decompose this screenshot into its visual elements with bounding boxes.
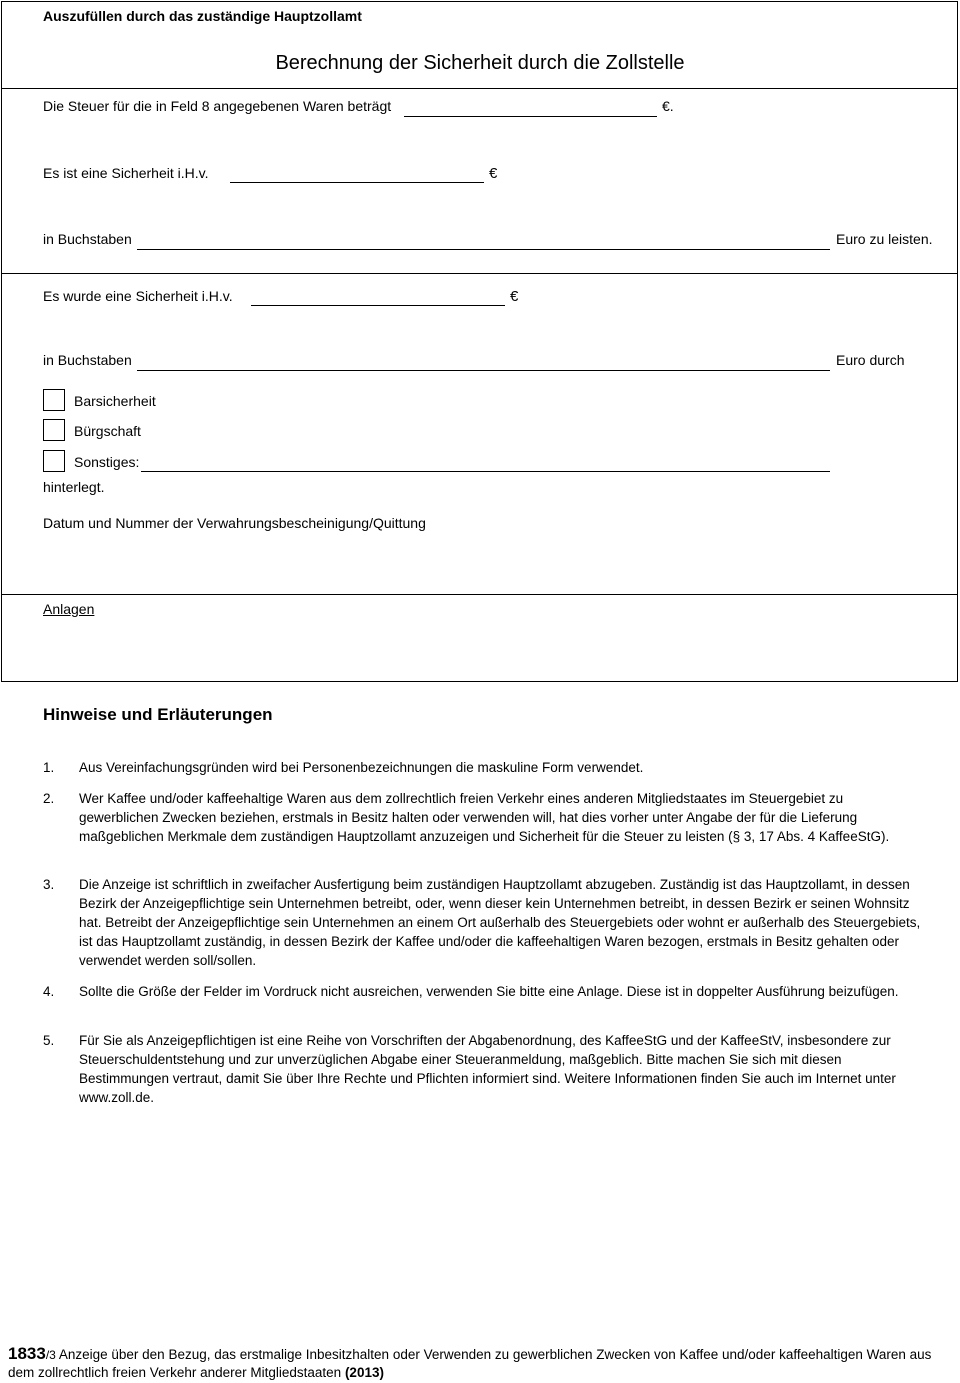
note-number: 4.	[43, 984, 55, 999]
checkbox-buergschaft[interactable]	[43, 419, 65, 441]
authority-note: Auszufüllen durch das zuständige Hauptzollamt	[43, 8, 362, 24]
euro-sign-1: €	[489, 165, 498, 182]
euro-sign-2: €	[510, 288, 519, 305]
note-text: Wer Kaffee und/oder kaffeehaltige Waren aus dem zollrechtlich freien Verkehr eines anderen Mitgliedstaates im Steuergebiet zu gewerblichen Zwecken beziehen, erstmals in Besitz halten oder verwenden will, hat dies vorher unter Angabe der für die Lieferung maßgeblichen Merkmale dem zuständigen Hauptzollamt anzuzeigen und Sicherheit für die Steuer zu leisten (§ 3, 17 Abs. 4 KaffeeStG).	[79, 791, 890, 844]
page-title: Berechnung der Sicherheit durch die Zollstelle	[275, 52, 685, 74]
attachments-frame	[1, 594, 958, 682]
tax-amount-field[interactable]	[404, 116, 657, 117]
sonstiges-field[interactable]	[141, 471, 830, 472]
security-amount-field[interactable]	[230, 182, 484, 183]
note-item	[43, 758, 923, 777]
receipt-label: Datum und Nummer der Verwahrungsbescheinigung/Quittung	[43, 515, 426, 531]
form-number: 1833	[8, 1344, 46, 1363]
tax-amount-suffix: €.	[662, 98, 674, 114]
note-item	[43, 875, 923, 970]
attachments-label: Anlagen	[43, 601, 95, 617]
checkbox-barsicherheit[interactable]	[43, 389, 65, 411]
security-paid-field[interactable]	[251, 305, 505, 306]
note-number: 2.	[43, 791, 55, 806]
note-text: Sollte die Größe der Felder im Vordruck nicht ausreichen, verwenden Sie bitte eine Anlage. Diese ist in doppelter Ausführung beizufügen.	[79, 984, 899, 999]
form-year: (2013)	[344, 1365, 384, 1380]
checkbox-sonstiges[interactable]	[43, 450, 65, 472]
note-text: Die Anzeige ist schriftlich in zweifacher Ausfertigung beim zuständigen Hauptzollamt abzugeben. Zuständig ist das Hauptzollamt, in dessen Bezirk der Anzeigepflichtige sein Unternehmen betreibt, oder, wenn dieser kein Unternehmen betreibt, in dessen Bezirk er seinen Wohnsitz hat. Betreibt der Anzeigepflichtige sein Unternehmen an einem Ort außerhalb des Steuergebiets oder wohnt er außerhalb des Steuergebiets, ist das Hauptzollamt zuständig, in dessen Bezirk der Kaffee und/oder die kaffeehaltigen Waren bezogen, erstmals in Besitz gehalten oder verwendet werden soll/sollen.	[79, 877, 921, 968]
option-label-sonstiges: Sonstiges:	[74, 454, 140, 470]
notes-heading: Hinweise und Erläuterungen	[43, 705, 273, 724]
security-paid-label: Es wurde eine Sicherheit i.H.v.	[43, 288, 233, 304]
in-letters-label-2: in Buchstaben	[43, 352, 132, 368]
in-letters-label-1: in Buchstaben	[43, 231, 132, 247]
tax-amount-label: Die Steuer für die in Feld 8 angegebenen Waren beträgt	[43, 98, 392, 114]
note-item	[43, 1031, 923, 1107]
deposit-frame	[1, 273, 958, 595]
note-number: 1.	[43, 760, 55, 775]
euro-to-provide-label: Euro zu leisten.	[836, 231, 933, 247]
security-amount-label: Es ist eine Sicherheit i.H.v.	[43, 165, 209, 181]
form-page: /3	[45, 1348, 56, 1362]
note-number: 3.	[43, 877, 55, 892]
note-item	[43, 789, 923, 846]
note-item	[43, 982, 923, 1001]
note-number: 5.	[43, 1033, 55, 1048]
option-label-buergschaft: Bürgschaft	[74, 423, 141, 439]
amount-in-letters-field-2[interactable]	[137, 370, 830, 371]
form-description: Anzeige über den Bezug, das erstmalige Inbesitzhalten oder Verwenden zu gewerblichen Zwecken von Kaffee und/oder kaffeehaltigen Waren aus dem zollrechtlich freien Verkehr anderer Mitgliedstaaten	[8, 1347, 932, 1380]
euro-by-label: Euro durch	[836, 352, 905, 368]
note-text: Aus Vereinfachungsgründen wird bei Personenbezeichnungen die maskuline Form verwendet.	[79, 760, 644, 775]
footer	[8, 1345, 953, 1382]
option-label-barsicherheit: Barsicherheit	[74, 393, 156, 409]
note-text: Für Sie als Anzeigepflichtigen ist eine Reihe von Vorschriften der Abgabenordnung, des KaffeeStG und der KaffeeStV, insbesondere zur Steuerschuldentstehung und zur unverzüglichen Abgabe einer Steueranmeldung, maßgeblich. Bitte machen Sie sich mit diesen Bestimmungen vertraut, damit Sie über Ihre Rechte und Pflichten informiert sind. Weitere Informationen finden Sie auch im Internet unter www.zoll.de.	[79, 1033, 896, 1105]
deposited-label: hinterlegt.	[43, 479, 105, 495]
amount-in-letters-field-1[interactable]	[137, 249, 830, 250]
